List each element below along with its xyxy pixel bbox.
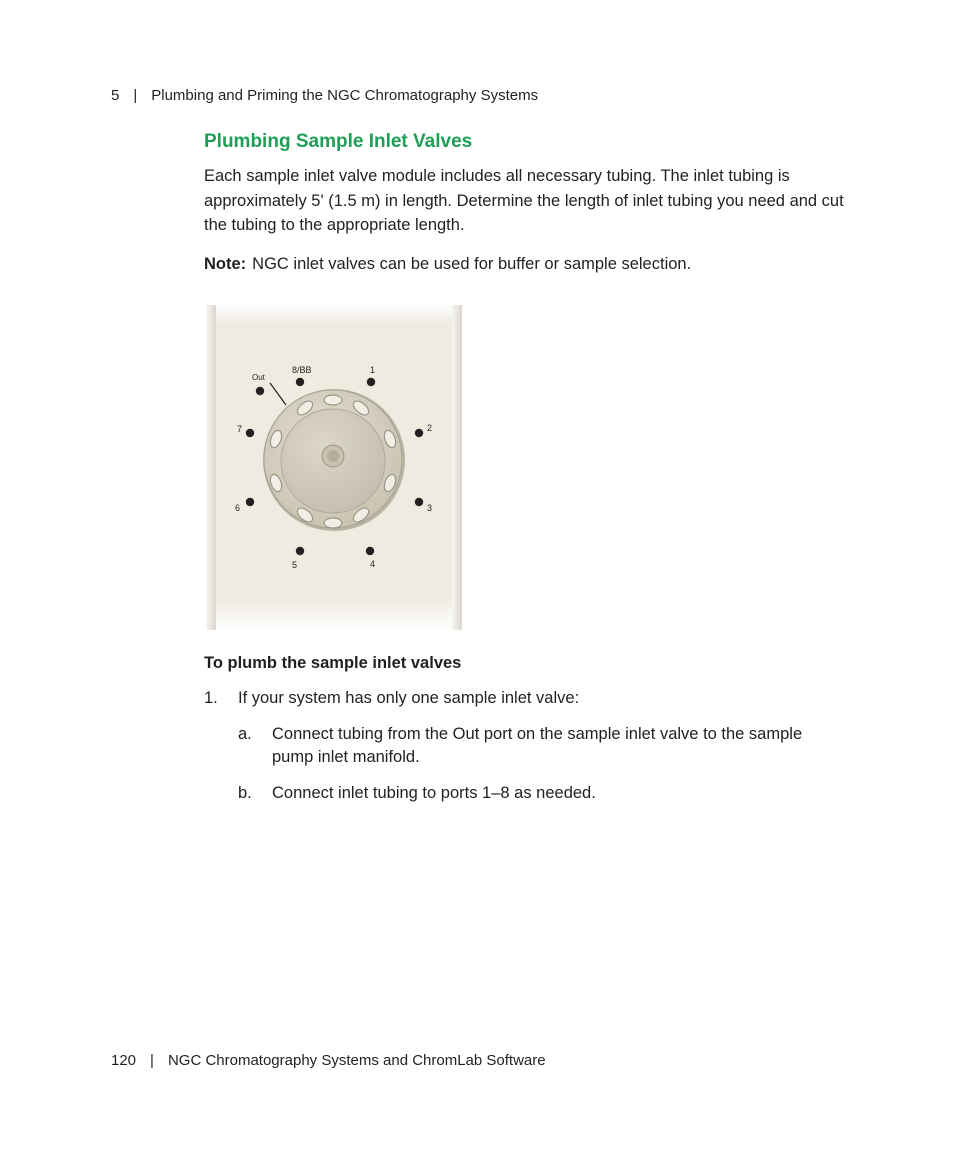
step-1b <box>238 782 844 805</box>
panel-left-edge <box>206 305 216 630</box>
step-1b-letter: b. <box>238 784 252 802</box>
running-header <box>111 87 538 104</box>
port-6-dot <box>246 498 254 506</box>
step-1 <box>204 687 844 710</box>
port-8-label: 8/BB <box>292 365 312 375</box>
inlet-valve-illustration <box>204 305 464 630</box>
running-footer <box>111 1052 546 1069</box>
header-separator: | <box>133 87 138 104</box>
port-2-dot <box>415 429 423 437</box>
book-title: NGC Chromatography Systems and ChromLab Software <box>167 1052 546 1069</box>
chapter-title: Plumbing and Priming the NGC Chromatography Systems <box>151 87 539 104</box>
port-3-label: 3 <box>427 503 433 513</box>
port-7-label: 7 <box>237 424 243 434</box>
port-1-dot <box>367 378 375 386</box>
valve-center-hole <box>327 450 339 462</box>
port-3-dot <box>415 498 423 506</box>
port-out-dot <box>256 387 264 395</box>
port-4-dot <box>366 547 374 555</box>
port-7-dot <box>246 429 254 437</box>
panel-right-edge <box>452 305 462 630</box>
step-1a-letter: a. <box>238 725 252 743</box>
page-number: 120 <box>111 1052 137 1069</box>
footer-separator: | <box>150 1052 154 1069</box>
port-5-dot <box>296 547 304 555</box>
step-1a-text: Connect tubing from the Out port on the sample inlet valve to the sample pump inlet manifold. <box>272 725 803 766</box>
section-heading: Plumbing Sample Inlet Valves <box>204 131 473 152</box>
procedure-title: To plumb the sample inlet valves <box>204 654 462 672</box>
step-1a <box>238 723 844 769</box>
port-4-label: 4 <box>370 559 376 569</box>
note <box>204 252 844 276</box>
note-label: Note: <box>204 254 247 273</box>
port-6-label: 6 <box>235 503 241 513</box>
port-1-label: 1 <box>370 365 376 375</box>
port-5-label: 5 <box>292 560 298 570</box>
port-out-label: Out <box>252 373 265 382</box>
step-1b-text: Connect inlet tubing to ports 1–8 as needed. <box>272 784 596 802</box>
section-body <box>204 130 844 276</box>
inlet-valve-figure <box>204 305 464 630</box>
step-1-number: 1. <box>204 689 218 707</box>
note-text: NGC inlet valves can be used for buffer or sample selection. <box>252 254 692 273</box>
section-paragraph: Each sample inlet valve module includes all necessary tubing. The inlet tubing is approximately 5' (1.5 m) in length. Determine the length of inlet tubing you need and cut the tubing to the appropriate length. <box>204 167 844 234</box>
port-8-dot <box>296 378 304 386</box>
step-1-text: If your system has only one sample inlet valve: <box>238 689 580 707</box>
procedure <box>204 652 844 805</box>
chapter-number: 5 <box>111 87 120 104</box>
port-2-label: 2 <box>427 423 433 433</box>
